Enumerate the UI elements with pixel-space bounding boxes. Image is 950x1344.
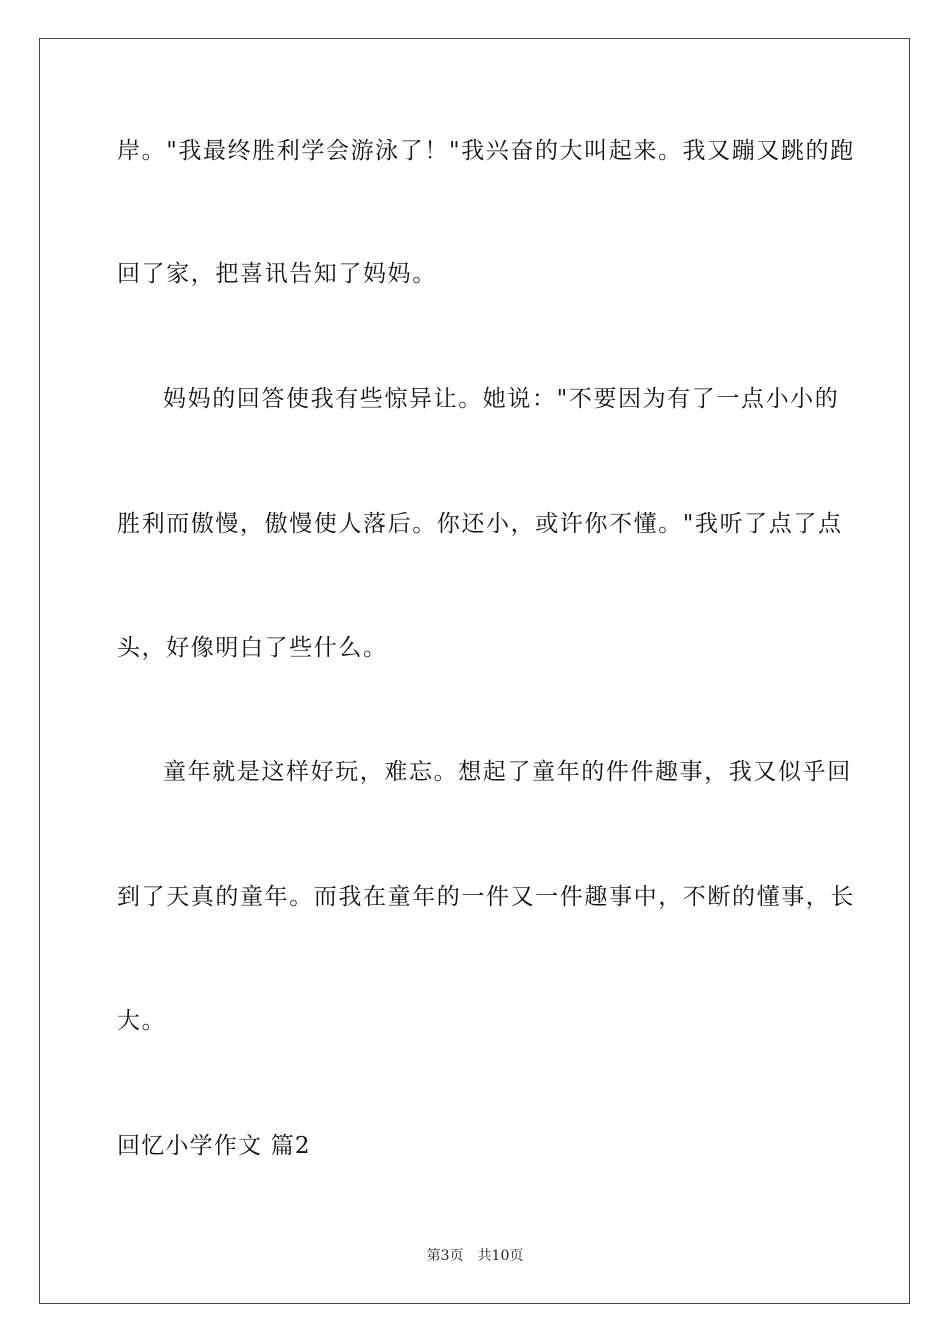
section-heading: 回忆小学作文 篇2 <box>117 1133 311 1159</box>
body-text-line: 大。 <box>117 1008 167 1034</box>
page-frame <box>39 38 910 1304</box>
body-text-line: 妈妈的回答使我有些惊异让。她说："不要因为有了一点小小的 <box>163 386 840 412</box>
body-text-line: 到了天真的童年。而我在童年的一件又一件趣事中，不断的懂事，长 <box>117 884 855 910</box>
page-number: 第3页 <box>426 1248 464 1264</box>
body-text-line: 头，好像明白了些什么。 <box>117 635 388 661</box>
page-total: 共10页 <box>477 1248 524 1264</box>
body-text-line: 回了家，把喜讯告知了妈妈。 <box>117 261 437 287</box>
body-text-line: 岸。"我最终胜利学会游泳了！"我兴奋的大叫起来。我又蹦又跳的跑 <box>117 138 855 164</box>
body-text-line: 童年就是这样好玩，难忘。想起了童年的件件趣事，我又似乎回 <box>163 759 852 785</box>
page-footer <box>0 1247 950 1265</box>
body-text-line: 胜利而傲慢，傲慢使人落后。你还小，或许你不懂。"我听了点了点 <box>117 511 843 537</box>
